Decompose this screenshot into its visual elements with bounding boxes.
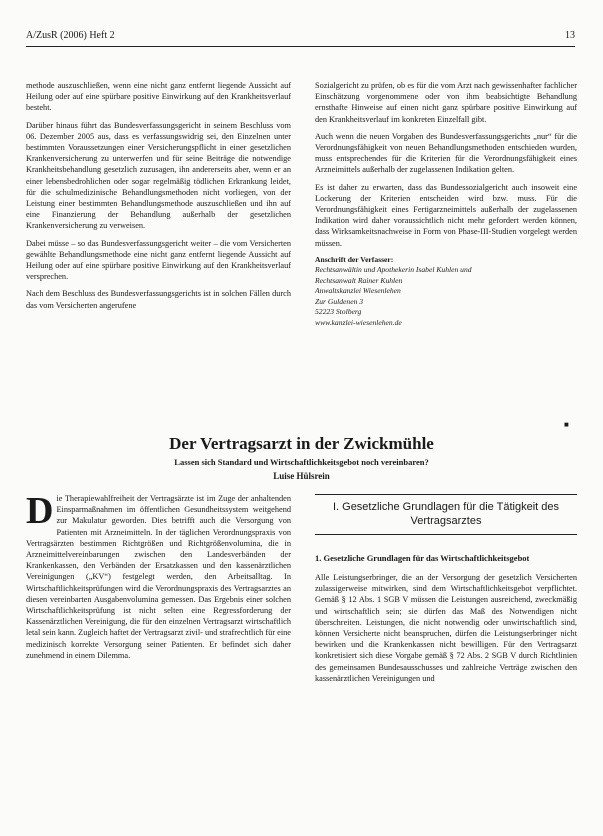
paragraph: Sozialgericht zu prüfen, ob es für die vom Arzt nach gewissenhafter fachlicher Einschätzung vorgenommene oder von ihm beabsichtigte Behandlung ernsthafte Hinweise auf einen nicht ganz spürbare positive Einwirkung auf den Krankheitsverlauf im konkreten Einzelfall gibt.	[315, 81, 577, 124]
page-header	[26, 30, 575, 47]
paragraph: Nach dem Beschluss des Bundesverfassungsgerichts ist in solchen Fällen durch das vom Versicherten angerufene	[26, 289, 291, 310]
journal-reference: A/ZusR (2006) Heft 2	[26, 30, 115, 41]
article-end-mark: ■	[564, 420, 569, 429]
section-heading: I. Gesetzliche Grundlagen für die Tätigkeit des Vertragsarztes	[315, 494, 577, 535]
drop-cap: D	[26, 490, 54, 532]
top-left-column	[26, 80, 291, 317]
author-line: Anwaltskanzlei Wiesenlehen	[315, 286, 401, 296]
article-title: Der Vertragsarzt in der Zwickmühle	[169, 434, 434, 453]
author-line: Rechtsanwältin und Apothekerin Isabel Kuhlen und	[315, 265, 472, 275]
article-author: Luise Hülsrein	[273, 471, 330, 481]
author-line: 52223 Stolberg	[315, 307, 362, 317]
page-number: 13	[565, 30, 575, 41]
paragraph: methode auszuschließen, wenn eine nicht ganz entfernt liegende Aussicht auf Heilung oder auf eine spürbare positive Einwirkung auf den Krankheitsverlauf besteht.	[26, 81, 291, 113]
intro-text: ie Therapiewahlfreiheit der Vertragsärzte ist im Zuge der anhaltenden Einsparmaßnahmen im öffentlichen Gesundheitssystem weitgehend zur Makulatur geworden. Dies betrifft auch die Versorgung von Patienten mit Arzneimitteln. In der täglichen Verordnungspraxis von Vertragsärzten bestimmen Richtgrößen und Richtgrößenvolumina, die in Arzneimittelvereinbarungen zwischen den Landesverbänden der Krankenkassen, den Verbänden der Ersatzkassen und den kassenärztlichen Vereinigungen („KV“) festgelegt werden, den Arbeitsalltag. In Wirtschaftlichkeitsprüfungen wird die Verordnungspraxis des Vertragsarztes an diesen vereinbarten Ausgabenvolumina gemessen. Das Ergebnis einer solchen Wirtschaftlichkeitsprüfung ist nicht selten eine Regressforderung der Kassenärztlichen Vereinigung, die für den einzelnen Vertragsarzt wirtschaftlich letal sein kann. Zugleich haftet der Vertragsarzt zivil- und strafrechtlich für eine medizinisch korrekte Versorgung seiner Patienten. Er befindet sich daher zunehmend in einem Dilemma.	[26, 494, 291, 660]
intro-paragraph	[26, 490, 291, 661]
author-address-box	[315, 255, 577, 329]
top-right-column	[315, 80, 577, 328]
author-website-link[interactable]: www.kanzlei-wiesenlehen.de	[315, 317, 402, 327]
subsection-heading: 1. Gesetzliche Grundlagen für das Wirtschaftlichkeitsgebot	[315, 553, 530, 563]
paragraph: Alle Leistungserbringer, die an der Versorgung der gesetzlich Versicherten zulassigerweise mitwirken, sind dem Wirtschaftlichkeitsgebot verpflichtet. Gemäß § 12 Abs. 1 SGB V müssen die Leistungen ausreichend, zweckmäßig und wirtschaftlich sein; sie dürfen das Maß des Notwendigen nicht überschreiten. Leistungen, die nicht notwendig oder unwirtschaftlich sind, können Versicherte nicht beanspruchen, dürfen die Leistungserbringer nicht bewirken und die Krankenkassen nicht bewilligen. Für den Vertragsarzt konkretisiert sich diese Vorgabe gemäß § 72 Abs. 2 SGB V durch Richtlinien des gemeinsamen Bundesausschusses und zahlreiche Verträge zwischen den kassenärztlichen Vereinigungen und	[315, 573, 577, 683]
paragraph: Auch wenn die neuen Vorgaben des Bundesverfassungsgerichts „nur“ für die Verordnungsfähigkeit von neuen Behandlungsmethoden entschieden wurden, muss entsprechendes für die Kriterien für die Verordnungsfähigkeit eines Arzneimittels außerhalb der zugelassenen Indikation gelten.	[315, 131, 577, 175]
bottom-right-column	[315, 494, 577, 690]
bottom-left-column	[26, 490, 291, 667]
paragraph: Darüber hinaus führt das Bundesverfassungsgericht in seinem Beschluss vom 06. Dezember 2005 aus, dass es verfassungswidrig sei, den Einzelnen unter bestimmten Voraussetzungen einer Versicherungspflicht in einer gesetzlichen Krankenversicherung zu unterwerfen und für seine Beiträge die notwendige Krankheitsbehandlung gesetzlich zuzusagen, ihn andererseits aber, wenn er an einer lebensbedrohlichen oder sogar regelmäßig tödlichen Erkrankung leidet, für die schulmedizinische Behandlungsmethoden nicht vorliegen, von der Leistung einer bestimmten Behandlungsmethode auszuschließen und ihn auf eine Finanzierung der Behandlung außerhalb der gesetzlichen Krankenversicherung zu verweisen.	[26, 120, 291, 231]
paragraph: Es ist daher zu erwarten, dass das Bundessozialgericht auch insoweit eine Lockerung der Kriterien entscheiden wird bzw. muss. Für die Verordnungsfähigkeit eines Fertigarzneimittels außerhalb der zugelassenen Indikation wird daher voraussichtlich nicht mehr gefordert werden können, dass Wirksamkeitsnachweise in Form von Phase-III-Studien vorgelegt werden müssen.	[315, 182, 577, 248]
author-line: Rechtsanwalt Rainer Kuhlen	[315, 275, 403, 285]
paragraph: Dabei müsse – so das Bundesverfassungsgericht weiter – die vom Versicherten gewählte Behandlungsmethode eine nicht ganz entfernt liegende Aussicht auf Heilung oder auf eine spürbare positive Einwirkung auf den Krankheitsverlauf versprechen.	[26, 238, 291, 282]
author-address-title: Anschrift der Verfasser:	[315, 254, 394, 264]
author-line: Zur Guldenen 3	[315, 296, 364, 306]
article-subtitle: Lassen sich Standard und Wirtschaftlichkeitsgebot noch vereinbaren?	[174, 457, 429, 467]
